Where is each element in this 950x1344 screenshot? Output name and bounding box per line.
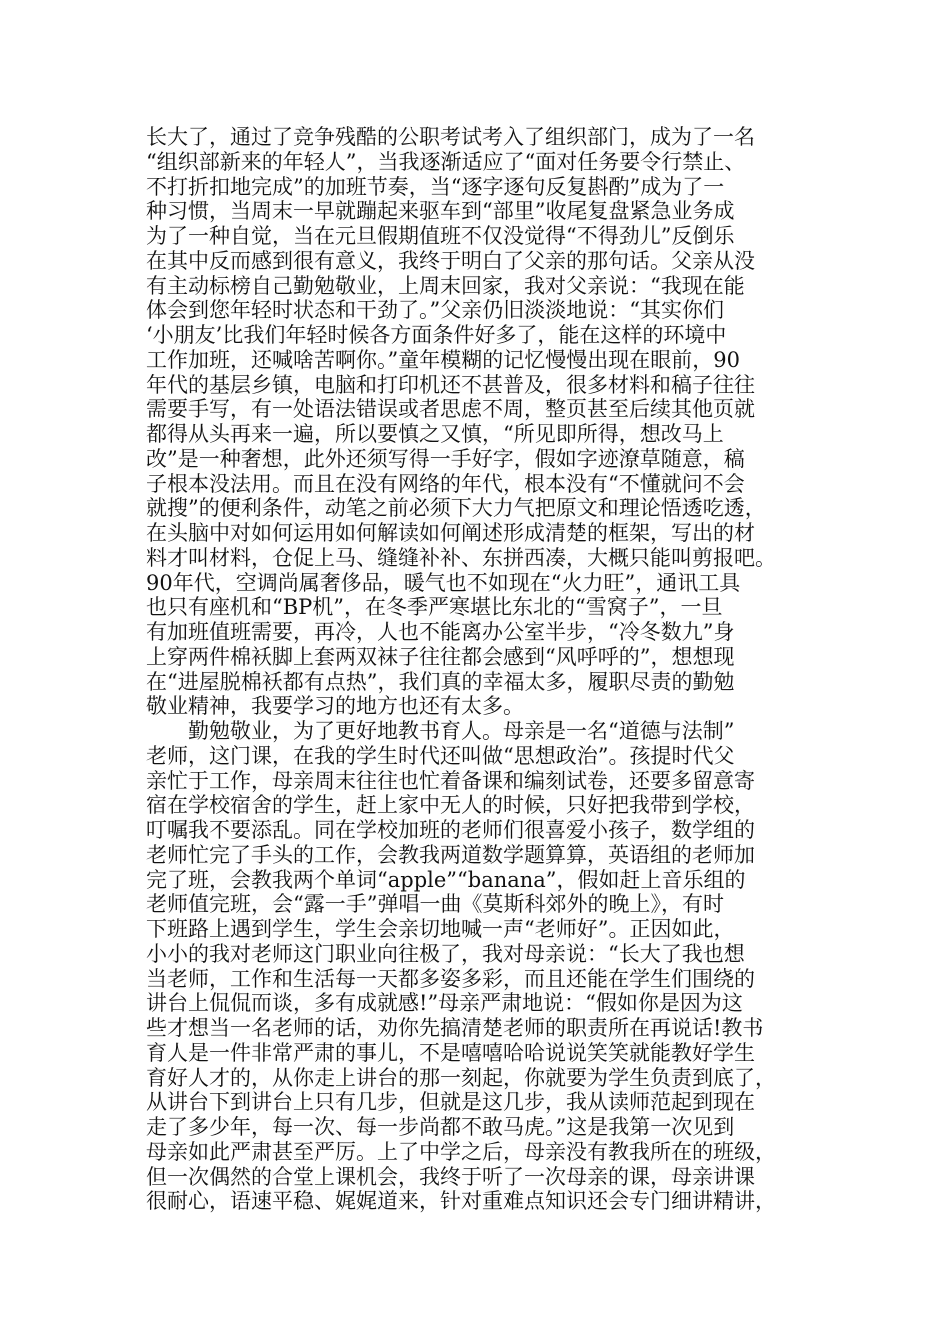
text-line: 叮嘱我不要添乱。同在学校加班的老师们很喜爱小孩子，数学组的 [146, 818, 755, 842]
text-line: 子根本没法用。而且在没有网络的年代，根本没有“不懂就问不会 [146, 471, 745, 496]
text-line: 料才叫材料，仓促上马、缝缝补补、东拼西凑，大概只能叫剪报吧。 [146, 545, 776, 570]
text-line: 体会到您年轻时状态和干劲了。”父亲仍旧淡淡地说：“其实你们 [146, 298, 724, 323]
text-line: 完了班，会教我两个单词“apple”“banana”，假如赶上音乐组的 [146, 867, 746, 892]
text-line: 小小的我对老师这门职业向往极了，我对母亲说：“长大了我也想 [146, 941, 745, 966]
text-line: 都得从头再来一遍，所以要慎之又慎，“所见即所得，想改马上 [146, 422, 724, 446]
text-line: 敬业精神，我要学习的地方也还有太多。 [146, 694, 524, 719]
text-line: 母亲如此严肃甚至严厉。上了中学之后，母亲没有教我所在的班级， [146, 1139, 776, 1164]
text-line: 但一次偶然的合堂上课机会，我终于听了一次母亲的课，母亲讲课 [146, 1164, 755, 1189]
text-line: 年代的基层乡镇，电脑和打印机还不甚普及，很多材料和稿子往往 [146, 372, 755, 397]
text-line: 从讲台下到讲台上只有几步，但就是这几步，我从读师范起到现在 [146, 1090, 755, 1115]
text-line: 勤勉敬业，为了更好地教书育人。母亲是一名“道德与法制” [188, 719, 735, 743]
text-line: 些才想当一名老师的话，劝你先搞清楚老师的职责所在再说话!教书 [146, 1016, 764, 1040]
text-line: 老师，这门课，在我的学生时代还叫做“思想政治”。孩提时代父 [146, 743, 735, 768]
paragraph-1 [146, 125, 826, 719]
text-line: 在其中反而感到很有意义，我终于明白了父亲的那句话。父亲从没 [146, 248, 755, 273]
body-text [146, 125, 826, 1214]
text-line: ‘小朋友’比我们年轻时候各方面条件好多了，能在这样的环境中 [146, 323, 727, 347]
text-line: 为了一种自觉，当在元旦假期值班不仅没觉得“不得劲儿”反倒乐 [146, 224, 735, 248]
text-line: 上穿两件棉袄脚上套两双袜子往往都会感到“风呼呼的”，想想现 [146, 644, 735, 669]
text-line: 很耐心，语速平稳、娓娓道来，针对重难点知识还会专门细讲精讲， [146, 1189, 776, 1214]
text-line: 走了多少年，每一次、每一步尚都不敢马虎。”这是我第一次见到 [146, 1115, 735, 1139]
text-line: 讲台上侃侃而谈，多有成就感!”母亲严肃地说：“假如你是因为这 [146, 991, 743, 1016]
text-line: 育人是一件非常严肃的事儿，不是嘻嘻哈哈说说笑笑就能教好学生 [146, 1040, 755, 1065]
text-line: 需要手写，有一处语法错误或者思虑不周，整页甚至后续其他页就 [146, 397, 755, 422]
text-line: 90年代，空调尚属奢侈品，暖气也不如现在“火力旺”，通讯工具 [146, 570, 741, 595]
text-line: 育好人才的，从你走上讲台的那一刻起，你就要为学生负责到底了， [146, 1065, 776, 1090]
text-line: 工作加班，还喊啥苦啊你。”童年模糊的记忆慢慢出现在眼前，90 [146, 347, 740, 372]
paragraph-2 [146, 719, 826, 1214]
text-line: 不打折扣地完成”的加班节奏，当“逐字逐句反复斟酌”成为了一 [146, 174, 725, 199]
text-line: 下班路上遇到学生，学生会亲切地喊一声“老师好”。正因如此， [146, 917, 735, 941]
text-line: 就搜”的便利条件，动笔之前必须下大力气把原文和理论悟透吃透， [146, 496, 766, 521]
text-line: 亲忙于工作，母亲周末往往也忙着备课和编刻试卷，还要多留意寄 [146, 768, 755, 793]
text-line: 有加班值班需要，再冷，人也不能离办公室半步，“冷冬数九”身 [146, 620, 735, 644]
text-line: “组织部新来的年轻人”，当我逐渐适应了“面对任务要令行禁止、 [146, 149, 746, 174]
text-line: 长大了，通过了竞争残酷的公职考试考入了组织部门，成为了一名 [146, 125, 755, 149]
text-line: 老师忙完了手头的工作，会教我两道数学题算算，英语组的老师加 [146, 842, 755, 867]
text-line: 宿在学校宿舍的学生，赶上家中无人的时候，只好把我带到学校， [146, 793, 755, 818]
text-line: 种习惯，当周末一早就蹦起来驱车到“部里”收尾复盘紧急业务成 [146, 199, 735, 224]
text-line: 在头脑中对如何运用如何解读如何阐述形成清楚的框架，写出的材 [146, 521, 755, 545]
text-line: 当老师，工作和生活每一天都多姿多彩，而且还能在学生们围绕的 [146, 966, 755, 991]
text-line: 有主动标榜自己勤勉敬业，上周末回家，我对父亲说：“我现在能 [146, 273, 745, 298]
text-line: 老师值完班，会“露一手”弹唱一曲《莫斯科郊外的晚上》，有时 [146, 892, 724, 917]
text-line: 也只有座机和“BP机”，在冬季严寒堪比东北的“雪窝子”，一旦 [146, 595, 723, 620]
text-line: 改”是一种奢想，此外还须写得一手好字，假如字迹潦草随意，稿 [146, 446, 745, 471]
text-line: 在“进屋脱棉袄都有点热”，我们真的幸福太多，履职尽责的勤勉 [146, 669, 735, 694]
